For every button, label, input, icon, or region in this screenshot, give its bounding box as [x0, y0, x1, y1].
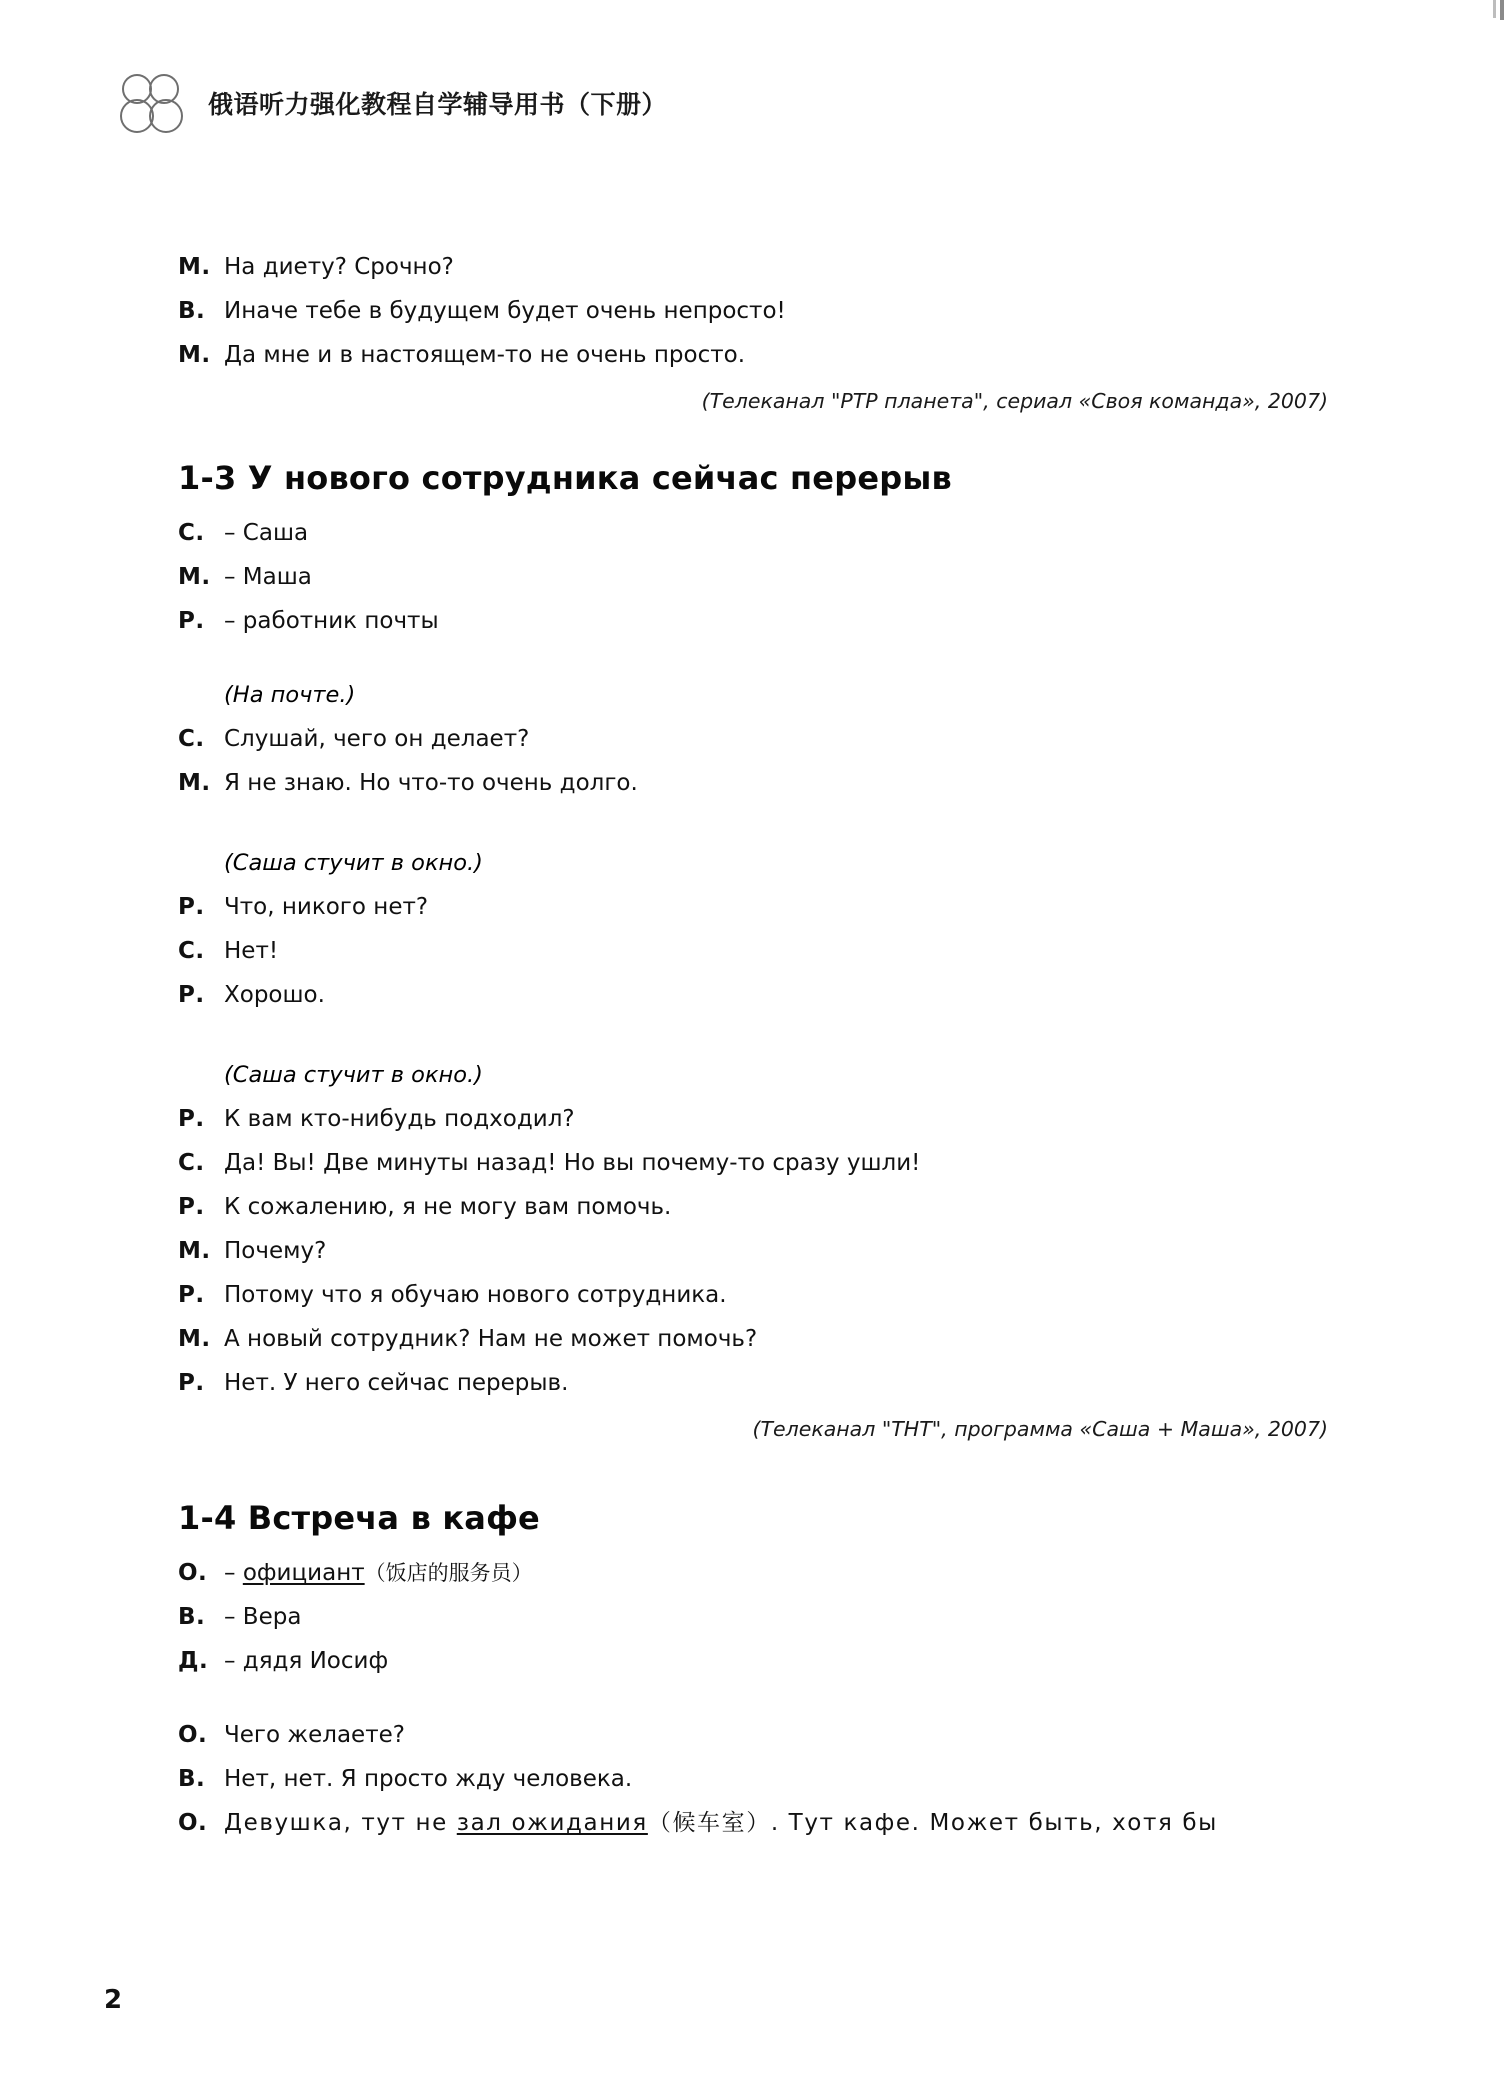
four-circles-logo-icon	[120, 72, 186, 134]
role-text	[224, 1551, 533, 1595]
dialogue-block-0	[178, 245, 1338, 413]
role-text: – Маша	[224, 564, 312, 590]
dialogue-text: Иначе тебе в будущем будет очень непросто!	[224, 298, 786, 324]
role-list-1-3	[178, 511, 1338, 643]
dialogue-text: Нет. У него сейчас перерыв.	[224, 1370, 569, 1396]
dialogue-line	[178, 289, 1338, 333]
dialogue-line	[178, 1317, 1338, 1361]
role-line	[178, 1639, 1338, 1683]
section-heading-1-3: 1-3 У нового сотрудника сейчас перерыв	[178, 459, 952, 497]
role-text: – дядя Иосиф	[224, 1648, 389, 1674]
speaker-label: В.	[178, 1766, 206, 1792]
dialogue-text: Я не знаю. Но что-то очень долго.	[224, 770, 638, 796]
dialogue-text: Нет, нет. Я просто жду человека.	[224, 1766, 633, 1792]
speaker-label: Д.	[178, 1648, 209, 1674]
dialogue-text-after: （候车室）. Тут кафе. Может быть, хотя бы	[647, 1810, 1218, 1836]
role-text: – Вера	[224, 1604, 302, 1630]
dialogue-line	[178, 973, 1338, 1017]
dialogue-line	[178, 1273, 1338, 1317]
role-line	[178, 599, 1338, 643]
dialogue-text: Почему?	[224, 1238, 327, 1264]
speaker-label: В.	[178, 298, 206, 324]
dialogue-text: Да! Вы! Две минуты назад! Но вы почему-то сразу ушли!	[224, 1150, 921, 1176]
dialogue-line	[178, 1713, 1338, 1757]
dialogue-text	[224, 1801, 1218, 1845]
speaker-label: M.	[178, 342, 211, 368]
dialogue-text: А новый сотрудник? Нам не может помочь?	[224, 1326, 758, 1352]
dialogue-line	[178, 1801, 1338, 1845]
dialogue-line	[178, 1229, 1338, 1273]
role-text: – Саша	[224, 520, 309, 546]
speaker-label: С.	[178, 1150, 205, 1176]
speaker-label: Р.	[178, 1282, 205, 1308]
role-text-before: –	[224, 1560, 243, 1586]
dialogue-text: К сожалению, я не могу вам помочь.	[224, 1194, 672, 1220]
speaker-label: M.	[178, 1238, 211, 1264]
speaker-label: С.	[178, 726, 205, 752]
dialogue-line	[178, 1097, 1338, 1141]
speaker-label: Р.	[178, 1106, 205, 1132]
dialogue-line	[178, 885, 1338, 929]
dialogue-text: Что, никого нет?	[224, 894, 429, 920]
page-number: 2	[104, 1985, 123, 2015]
dialogue-line	[178, 245, 1338, 289]
dialogue-text: Хорошо.	[224, 982, 325, 1008]
dialogue-line	[178, 1361, 1338, 1405]
dialogue-text: К вам кто-нибудь подходил?	[224, 1106, 575, 1132]
speaker-label: M.	[178, 254, 211, 280]
scan-edge-artifact-secondary	[1493, 0, 1496, 18]
dialogue-text: Слушай, чего он делает?	[224, 726, 530, 752]
dialogue-line	[178, 929, 1338, 973]
dialogue-text: Потому что я обучаю нового сотрудника.	[224, 1282, 727, 1308]
speaker-label: О.	[178, 1810, 208, 1836]
dialogue-text: Чего желаете?	[224, 1722, 405, 1748]
role-line	[178, 1551, 1338, 1595]
speaker-label: Р.	[178, 1194, 205, 1220]
page-header	[120, 72, 667, 134]
dialogue-line	[178, 333, 1338, 377]
section-heading-1-4: 1-4 Встреча в кафе	[178, 1499, 540, 1537]
speaker-label: Р.	[178, 982, 205, 1008]
speaker-label: M.	[178, 770, 211, 796]
dialogue-text: Нет!	[224, 938, 279, 964]
page-content	[178, 245, 1338, 1845]
chinese-gloss: （饭店的服务员）	[364, 1561, 533, 1585]
source-citation: (Телеканал "РТР планета", сериал «Своя команда», 2007)	[701, 389, 1328, 413]
dialogue-line	[178, 761, 1338, 805]
underlined-term: зал ожидания	[456, 1810, 648, 1836]
role-text: – работник почты	[224, 608, 439, 634]
speaker-label: С.	[178, 938, 205, 964]
dialogue-line	[178, 1757, 1338, 1801]
role-line	[178, 1595, 1338, 1639]
speaker-label: В.	[178, 1604, 206, 1630]
stage-direction: (Саша стучит в окно.)	[224, 1062, 483, 1088]
source-citation: (Телеканал "ТНТ", программа «Саша + Маша», 2007)	[752, 1417, 1328, 1441]
speaker-label: О.	[178, 1560, 208, 1586]
dialogue-line	[178, 717, 1338, 761]
dialogue-text-before: Девушка, тут не	[224, 1810, 457, 1836]
role-list-1-4	[178, 1551, 1338, 1683]
speaker-label: О.	[178, 1722, 208, 1748]
book-title: 俄语听力强化教程自学辅导用书（下册）	[208, 90, 668, 119]
dialogue-line	[178, 1141, 1338, 1185]
underlined-term: официант	[242, 1560, 365, 1586]
speaker-label: Р.	[178, 1370, 205, 1396]
speaker-label: С.	[178, 520, 205, 546]
role-line	[178, 511, 1338, 555]
speaker-label: M.	[178, 1326, 211, 1352]
dialogue-line	[178, 1185, 1338, 1229]
speaker-label: Р.	[178, 894, 205, 920]
speaker-label: Р.	[178, 608, 205, 634]
role-line	[178, 555, 1338, 599]
dialogue-text: На диету? Срочно?	[224, 254, 454, 280]
speaker-label: M.	[178, 564, 211, 590]
stage-direction: (Саша стучит в окно.)	[224, 850, 483, 876]
stage-direction: (На почте.)	[224, 682, 356, 708]
dialogue-text: Да мне и в настоящем-то не очень просто.	[224, 342, 746, 368]
scan-edge-artifact	[1500, 0, 1504, 20]
